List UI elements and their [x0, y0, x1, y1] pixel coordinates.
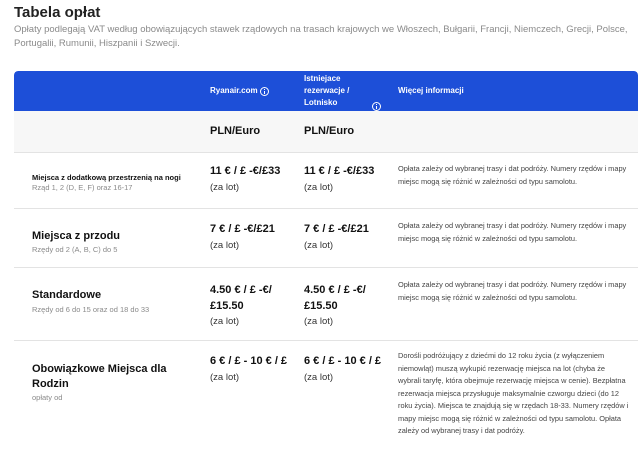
page-title: Tabela opłat — [14, 4, 101, 21]
price-ryanair-line2: £15.50 — [210, 300, 244, 312]
per-flight: (za lot) — [210, 372, 240, 383]
price-ryanair: 7 € / £ -€/£21 — [210, 223, 275, 235]
row-info: Opłata zależy od wybranej trasy i dat podróży. Numery rzędów i mapy miejsc mogą się różnić w zależności od typu samolotu. — [398, 280, 627, 302]
per-flight: (za lot) — [304, 240, 334, 251]
header-existing-label: Istniejace rezerwacje / Lotnisko — [304, 74, 350, 107]
currency-row — [14, 111, 638, 152]
per-flight: (za lot) — [304, 182, 334, 193]
price-existing: 7 € / £ -€/£21 — [304, 223, 369, 235]
row-sub: Rzędy od 6 do 15 oraz od 18 do 33 — [32, 305, 150, 314]
price-ryanair: 11 € / £ -€/£33 — [210, 165, 281, 177]
price-existing: 6 € / £ - 10 € / £ — [304, 355, 382, 367]
info-icon[interactable] — [372, 102, 381, 111]
table-row — [14, 340, 638, 451]
table-row — [14, 152, 638, 208]
row-info: Opłata zależy od wybranej trasy i dat podróży. Numery rzędów i mapy miejsc mogą się różnić w zależności od typu samolotu. — [398, 221, 627, 243]
per-flight: (za lot) — [304, 316, 334, 327]
price-existing: 11 € / £ -€/£33 — [304, 165, 375, 177]
row-info: Dorośli podróżujący z dziećmi do 12 roku życia (z wyłączeniem niemowląt) muszą wykupić rezerwację miejsca na lot (chyba że wybrali taryfę, która obejmuje rezerwację miejsca w cenie). Bezpłatna rezerwacja miejsca przysługuje maksymalnie czworgu dzieci (do 12 roku życia). Miejsca te znajdują się w rzędach 18-33. Numery rzędów i mapy miejsc mogą się różnić w zależności od typu samolotu. Opłata zależy od wybranej trasy i dat podróży. — [398, 351, 629, 435]
row-name: Standardowe — [32, 289, 102, 301]
per-flight: (za lot) — [210, 182, 240, 193]
row-sub: opłaty od — [32, 393, 63, 402]
header-info-label: Więcej informacji — [398, 86, 464, 95]
row-name-line1: Obowiązkowe Miejsca dla — [32, 363, 167, 375]
per-flight: (za lot) — [304, 372, 334, 383]
row-sub: Rzędy od 2 (A, B, C) do 5 — [32, 245, 118, 254]
row-info: Opłata zależy od wybranej trasy i dat podróży. Numery rzędów i mapy miejsc mogą się różnić w zależności od typu samolotu. — [398, 164, 627, 186]
table-row — [14, 208, 638, 267]
info-icon[interactable] — [260, 87, 269, 96]
header-ryanair-label: Ryanair.com — [210, 86, 258, 95]
table-header — [14, 71, 638, 111]
row-sub: Rząd 1, 2 (D, E, F) oraz 16-17 — [32, 183, 133, 192]
row-name: Miejsca z przodu — [32, 230, 121, 242]
row-name: Miejsca z dodatkową przestrzenią na nogi — [32, 173, 181, 182]
fees-table — [14, 71, 638, 451]
price-ryanair: 6 € / £ - 10 € / £ — [210, 355, 288, 367]
price-ryanair-line1: 4.50 € / £ -€/ — [210, 284, 272, 296]
price-existing-line1: 4.50 € / £ -€/ — [304, 284, 366, 296]
table-row — [14, 267, 638, 340]
price-existing-line2: £15.50 — [304, 300, 338, 312]
currency-ryanair: PLN/Euro — [210, 125, 261, 137]
per-flight: (za lot) — [210, 316, 240, 327]
per-flight: (za lot) — [210, 240, 240, 251]
header-ryanair — [210, 85, 269, 97]
currency-existing: PLN/Euro — [304, 125, 355, 137]
row-name-line2: Rodzin — [32, 378, 69, 390]
intro-text: Opłaty podlegają VAT według obowiązujących stawek rządowych na trasach krajowych we Włoszech, Bułgarii, Francji, Niemczech, Grecji, Polsce, Portugalii, Rumunii, Hiszpanii i Szwecji. — [14, 24, 628, 49]
